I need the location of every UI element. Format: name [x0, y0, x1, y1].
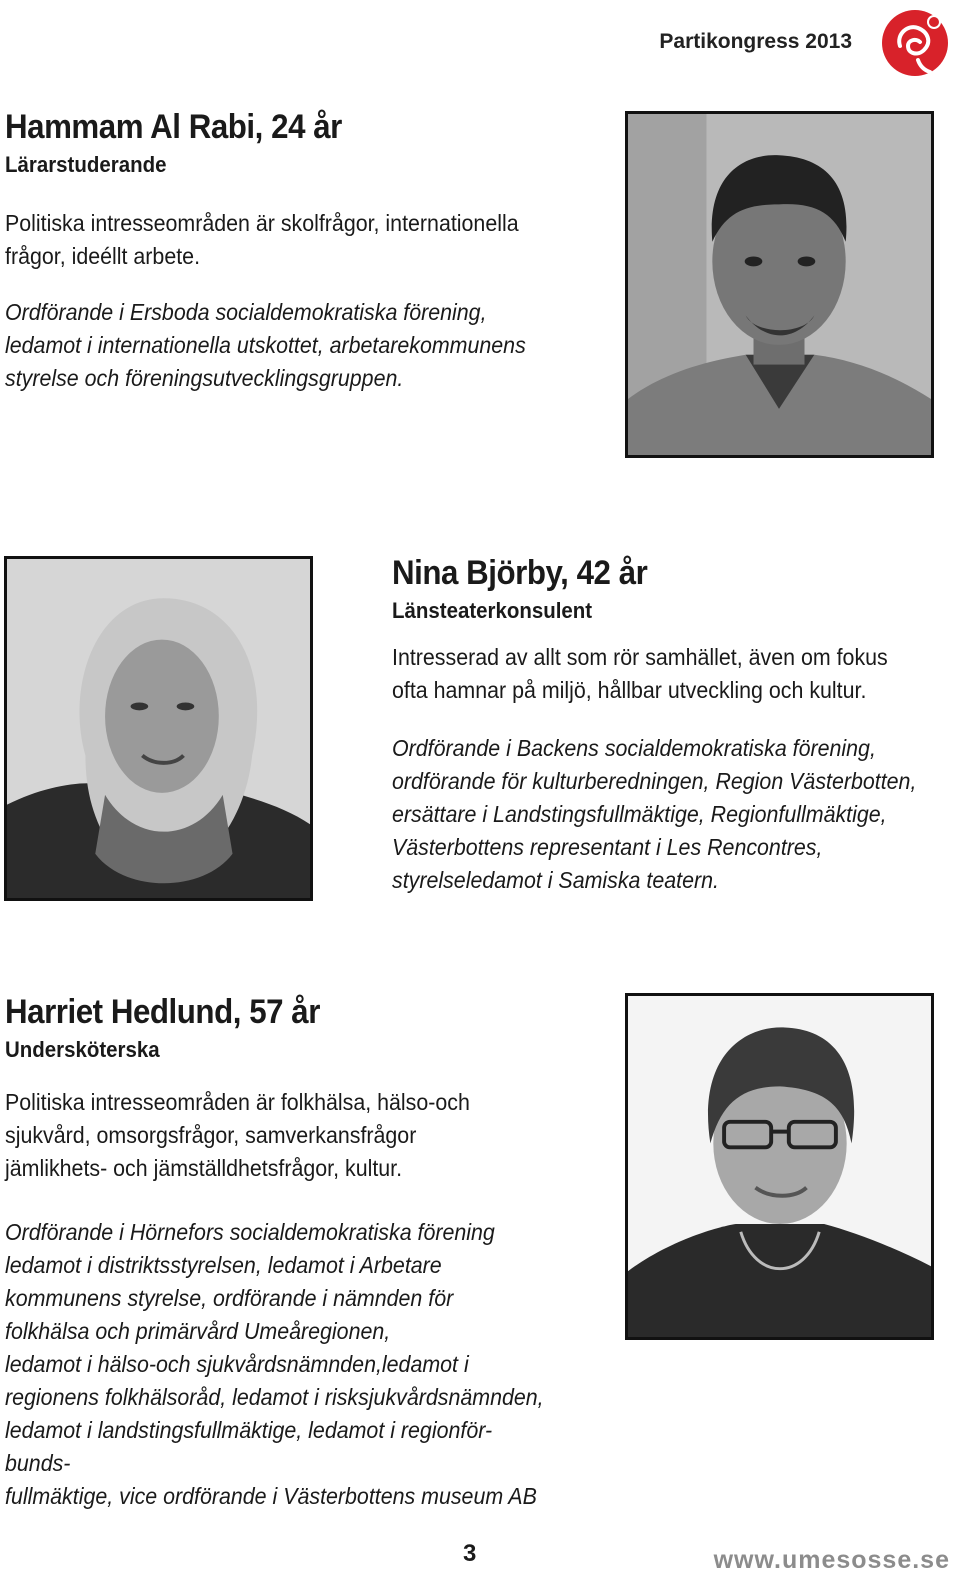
text-line: bunds-: [5, 1450, 71, 1476]
text-line: frågor, ideéllt arbete.: [5, 243, 201, 269]
text-line: ordförande för kulturberedningen, Region Västerbotten,: [392, 768, 917, 794]
text-line: Politiska intresseområden är folkhälsa, hälso-och: [5, 1089, 470, 1115]
candidate-role: Undersköterska: [5, 1037, 160, 1062]
text-line: ledamot i internationella utskottet, arbetarekommunens: [5, 332, 526, 358]
candidate-positions: [5, 1216, 584, 1513]
candidate-positions: [392, 732, 956, 897]
text-line: Ordförande i Hörnefors socialdemokratiska förening: [5, 1219, 495, 1245]
text-line: fullmäktige, vice ordförande i Västerbottens museum AB: [5, 1483, 537, 1509]
text-line: ledamot i landstingsfullmäktige, ledamot i regionför-: [5, 1417, 493, 1443]
text-line: ledamot i hälso-och sjukvårdsnämnden,ledamot i: [5, 1351, 469, 1377]
text-line: ledamot i distriktsstyrelsen, ledamot i Arbetare: [5, 1252, 442, 1278]
text-line: ersättare i Landstingsfullmäktige, Regionfullmäktige,: [392, 801, 887, 827]
red-rose-icon: [878, 6, 952, 80]
text-line: sjukvård, omsorgsfrågor, samverkansfrågor: [5, 1122, 417, 1148]
candidate-photo: [625, 993, 934, 1340]
candidate-role: Lärarstuderande: [5, 152, 167, 177]
candidate-interests: [5, 1086, 505, 1185]
text-line: regionens folkhälsoråd, ledamot i risksjukvårdsnämnden,: [5, 1384, 544, 1410]
candidate-photo: [625, 111, 934, 458]
candidate-positions: [5, 296, 565, 395]
text-line: Västerbottens representant i Les Rencontres,: [392, 834, 823, 860]
text-line: Ordförande i Backens socialdemokratiska förening,: [392, 735, 876, 761]
candidate-photo: [4, 556, 313, 901]
candidate-name: Nina Björby, 42 år: [392, 554, 648, 592]
text-line: styrelse och föreningsutvecklingsgruppen.: [5, 365, 404, 391]
text-line: jämlikhets- och jämställdhetsfrågor, kultur.: [5, 1155, 403, 1181]
text-line: folkhälsa och primärvård Umeåregionen,: [5, 1318, 391, 1344]
candidate-role: Länsteaterkonsulent: [392, 598, 593, 623]
text-line: styrelseledamot i Samiska teatern.: [392, 867, 719, 893]
page-number: 3: [463, 1540, 477, 1567]
candidate-interests: [392, 641, 925, 707]
text-line: Ordförande i Ersboda socialdemokratiska förening,: [5, 299, 487, 325]
candidate-name: Hammam Al Rabi, 24 år: [5, 108, 342, 146]
text-line: kommunens styrelse, ordförande i nämnden för: [5, 1285, 454, 1311]
text-line: ofta hamnar på miljö, hållbar utveckling och kultur.: [392, 677, 867, 703]
text-line: Politiska intresseområden är skolfrågor, internationella: [5, 210, 519, 236]
text-line: Intresserad av allt som rör samhället, även om fokus: [392, 644, 888, 670]
candidate-name: Harriet Hedlund, 57 år: [5, 993, 320, 1031]
header-title: Partikongress 2013: [659, 30, 852, 53]
website-link[interactable]: www.umesosse.se: [713, 1546, 950, 1574]
candidate-interests: [5, 207, 557, 273]
